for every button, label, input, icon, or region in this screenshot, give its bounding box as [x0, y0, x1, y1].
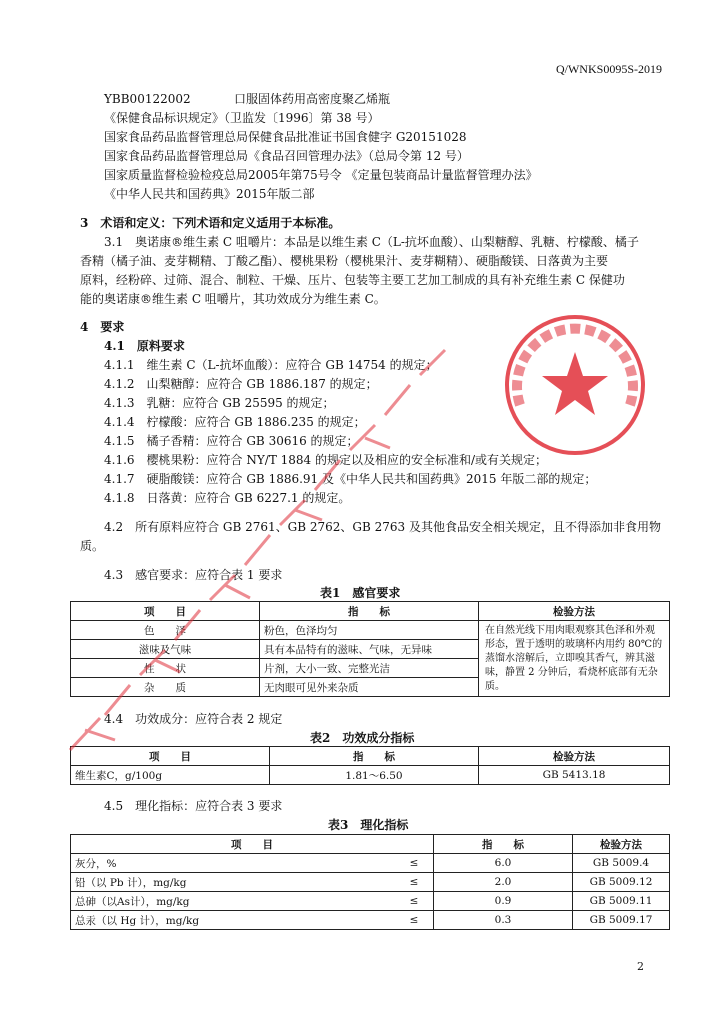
table3-caption: 表3 理化指标: [328, 818, 409, 832]
table-cell: 片剂，大小一致、完整光洁: [260, 659, 479, 678]
requirement-item: 4.1.2 山梨糖醇：应符合 GB 1886.187 的规定；: [104, 377, 378, 391]
company-seal-stamp: [500, 310, 650, 460]
table-cell: 总砷（以As计），mg/kg: [71, 892, 396, 911]
table-row: [71, 911, 670, 930]
reference-item: [104, 90, 538, 109]
reference-text: 国家食品药品监督管理总局《食品召回管理办法》（总局令第 12 号）: [104, 149, 469, 163]
table-cell: 杂 质: [71, 678, 260, 697]
reference-item: [104, 128, 538, 147]
section-4-2-line: 质。: [80, 539, 105, 553]
table-row: [71, 892, 670, 911]
section-4-2-line: 4.2 所有原料应符合 GB 2761、GB 2762、GB 2763 及其他食品安全相关规定，且不得添加非食用物: [104, 520, 661, 534]
table-cell: GB 5009.12: [573, 873, 670, 892]
table-cell: 2.0: [434, 873, 573, 892]
table-cell: 0.9: [434, 892, 573, 911]
table-header: 指 标: [270, 747, 479, 766]
reference-text: 《中华人民共和国药典》2015年版二部: [104, 187, 315, 201]
reference-item: [104, 166, 538, 185]
table-header: 检验方法: [479, 602, 670, 621]
table3-physicochemical: [70, 834, 670, 930]
section-4-title: 4 要求: [80, 320, 125, 334]
table-cell: GB 5009.4: [573, 854, 670, 873]
table-cell: 具有本品特有的滋味、气味，无异味: [260, 640, 479, 659]
table-cell: 色 泽: [71, 621, 260, 640]
method-cell: 在自然光线下用肉眼观察其色泽和外观形态，置于透明的玻璃杯内用约 80℃的蒸馏水溶解后，立即嗅其香气，辨其滋味，静置 2 分钟后，看烧杯底部有无杂质。: [479, 621, 670, 697]
diagonal-watermark: [60, 320, 480, 760]
table-header: 项 目: [71, 602, 260, 621]
table-cell: 维生素C，g/100g: [71, 766, 270, 785]
requirement-item: 4.1.1 维生素 C（L-抗坏血酸）：应符合 GB 14754 的规定；: [104, 358, 438, 372]
table-cell: 1.81～6.50: [270, 766, 479, 785]
table-header: 检验方法: [479, 747, 670, 766]
section-3-title: 3 术语和定义：下列术语和定义适用于本标准。: [80, 216, 341, 230]
page-number: 2: [637, 960, 644, 973]
table-header: 项 目: [71, 747, 270, 766]
section-3-1-line: 香精（橘子油、麦芽糊精、丁酸乙酯）、樱桃果粉（樱桃果汁、麦芽糊精）、硬脂酸镁、日落黄为主要: [80, 254, 609, 268]
section-3-1-line: 能的奥诺康®维生素 C 咀嚼片，其功效成分为维生素 C。: [80, 292, 386, 306]
table-cell: GB 5009.11: [573, 892, 670, 911]
table-cell: 无肉眼可见外来杂质: [260, 678, 479, 697]
table-cell: 性 状: [71, 659, 260, 678]
table-cell: ≤: [395, 873, 434, 892]
table-header: 项 目: [71, 835, 434, 854]
table-cell: 粉色，色泽均匀: [260, 621, 479, 640]
reference-text: 口服固体药用高密度聚乙烯瓶: [234, 92, 391, 106]
reference-item: [104, 185, 538, 204]
normative-references: [104, 90, 538, 204]
section-4-4: 4.4 功效成分：应符合表 2 规定: [104, 712, 283, 726]
section-3-1-line: 原料，经粉碎、过筛、混合、制粒、干燥、压片、包装等主要工艺加工制成的具有补充维生素 C 保健功: [80, 273, 625, 287]
table-header: 检验方法: [573, 835, 670, 854]
table-cell: 灰分，%: [71, 854, 396, 873]
table-row: [71, 854, 670, 873]
table-row: [71, 766, 670, 785]
reference-text: 国家食品药品监督管理总局保健食品批准证书国食健字 G20151028: [104, 130, 467, 144]
table2-caption: 表2 功效成分指标: [310, 731, 415, 745]
reference-item: [104, 109, 538, 128]
table-header: 指 标: [260, 602, 479, 621]
table-cell: 铅（以 Pb 计），mg/kg: [71, 873, 396, 892]
table-cell: ≤: [395, 911, 434, 930]
table-cell: GB 5413.18: [479, 766, 670, 785]
requirement-item: 4.1.6 樱桃果粉：应符合 NY/T 1884 的规定以及相应的安全标准和/或有关规定；: [104, 453, 548, 467]
table-cell: 总汞（以 Hg 计），mg/kg: [71, 911, 396, 930]
table-cell: ≤: [395, 892, 434, 911]
table1-caption: 表1 感官要求: [320, 586, 401, 600]
reference-text: 《保健食品标识规定》（卫监发〔1996〕第 38 号）: [104, 111, 380, 125]
table-cell: ≤: [395, 854, 434, 873]
table-cell: 0.3: [434, 911, 573, 930]
reference-item: [104, 147, 538, 166]
table-cell: 滋味及气味: [71, 640, 260, 659]
requirement-item: 4.1.7 硬脂酸镁：应符合 GB 1886.91 及《中华人民共和国药典》2015 年版二部的规定；: [104, 472, 597, 486]
requirement-item: 4.1.8 日落黄：应符合 GB 6227.1 的规定。: [104, 491, 351, 505]
reference-code: YBB00122002: [104, 92, 191, 106]
table-cell: 6.0: [434, 854, 573, 873]
table-cell: GB 5009.17: [573, 911, 670, 930]
requirement-item: 4.1.4 柠檬酸：应符合 GB 1886.235 的规定；: [104, 415, 366, 429]
section-3-1-line: 3.1 奥诺康®维生素 C 咀嚼片：本品是以维生素 C（L-抗坏血酸）、山梨糖醇、乳糖、柠檬酸、橘子: [104, 235, 639, 249]
document-code: Q/WNKS0095S-2019: [555, 62, 662, 76]
section-4-1-title: 4.1 原料要求: [104, 339, 185, 353]
requirement-item: 4.1.3 乳糖：应符合 GB 25595 的规定；: [104, 396, 335, 410]
table-header: 指 标: [434, 835, 573, 854]
reference-text: 国家质量监督检验检疫总局2005年第75号令 《定量包装商品计量监督管理办法》: [104, 168, 538, 182]
section-4-3: 4.3 感官要求：应符合表 1 要求: [104, 568, 283, 582]
table-row: [71, 873, 670, 892]
section-4-5: 4.5 理化指标：应符合表 3 要求: [104, 799, 283, 813]
requirement-item: 4.1.5 橘子香精：应符合 GB 30616 的规定；: [104, 434, 359, 448]
